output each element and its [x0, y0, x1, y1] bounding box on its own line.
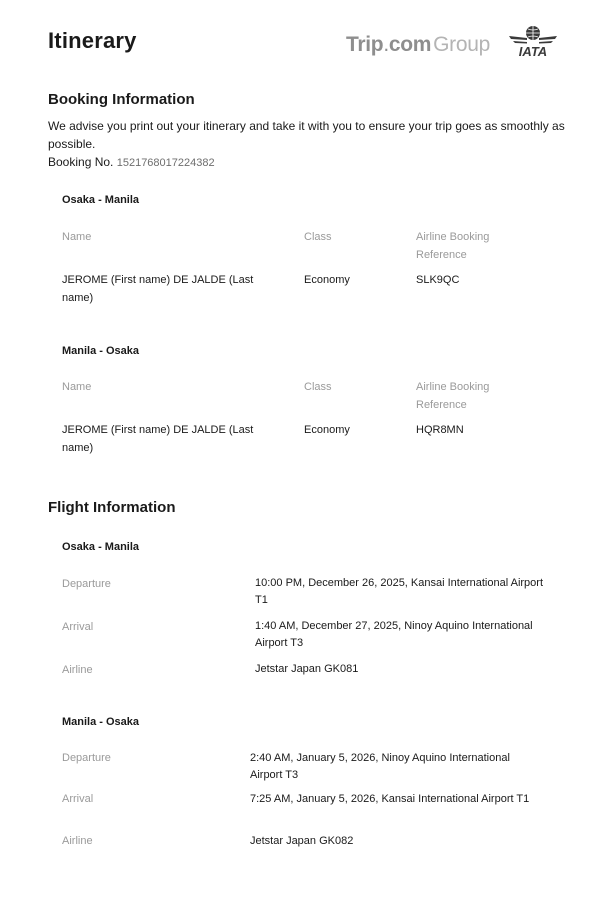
- class-value-1: Economy: [304, 274, 350, 286]
- booking-route-2: Manila - Osaka: [62, 345, 140, 357]
- airline-value-1: Jetstar Japan GK081: [255, 663, 359, 675]
- airline-label-2: Airline: [62, 835, 93, 847]
- reference-header-1: Airline Booking Reference: [416, 231, 490, 261]
- arrival-value-1: 1:40 AM, December 27, 2025, Ninoy Aquino International Airport T3: [255, 620, 533, 649]
- departure-label-2: Departure: [62, 752, 111, 764]
- class-header-2: Class: [304, 381, 332, 393]
- passenger-name-2: JEROME (First name) DE JALDE (Last name): [62, 424, 254, 454]
- name-header-1: Name: [62, 231, 92, 243]
- iata-logo-icon: [505, 24, 561, 58]
- page-title: Itinerary: [48, 28, 137, 53]
- booking-number: [48, 154, 215, 172]
- booking-route-1: Osaka - Manila: [62, 194, 140, 206]
- flight-route-2: Manila - Osaka: [62, 716, 140, 728]
- booking-number-label: Booking No.: [48, 155, 114, 169]
- arrival-label-2: Arrival: [62, 793, 94, 805]
- booking-info-heading: Booking Information: [48, 91, 195, 108]
- arrival-label-1: Arrival: [62, 621, 94, 633]
- reference-value-2: HQR8MN: [416, 424, 464, 436]
- departure-value-2: 2:40 AM, January 5, 2026, Ninoy Aquino International Airport T3: [250, 752, 510, 781]
- logo-trip-text: Trip: [346, 33, 384, 56]
- name-header-2: Name: [62, 381, 92, 393]
- flight-route-1: Osaka - Manila: [62, 541, 140, 553]
- departure-label-1: Departure: [62, 578, 111, 590]
- logo-com-text: com: [388, 33, 432, 56]
- departure-value-1: 10:00 PM, December 26, 2025, Kansai International Airport T1: [255, 577, 544, 606]
- trip-com-group-logo: [346, 33, 490, 57]
- flight-info-heading: Flight Information: [48, 499, 176, 516]
- airline-label-1: Airline: [62, 664, 93, 676]
- logo-group-text: Group: [433, 33, 491, 56]
- arrival-value-2: 7:25 AM, January 5, 2026, Kansai International Airport T1: [250, 793, 530, 805]
- airline-value-2: Jetstar Japan GK082: [250, 835, 354, 847]
- class-header-1: Class: [304, 231, 332, 243]
- iata-logo-text: IATA: [518, 44, 548, 58]
- reference-header-2: Airline Booking Reference: [416, 381, 490, 411]
- logo-dot: .: [383, 33, 389, 56]
- booking-number-value: 1521768017224382: [116, 157, 215, 169]
- reference-value-1: SLK9QC: [416, 274, 460, 286]
- class-value-2: Economy: [304, 424, 350, 436]
- advice-text: We advise you print out your itinerary and take it with you to ensure your trip goes as smoothly as possible.: [48, 119, 565, 151]
- passenger-name-1: JEROME (First name) DE JALDE (Last name): [62, 274, 254, 304]
